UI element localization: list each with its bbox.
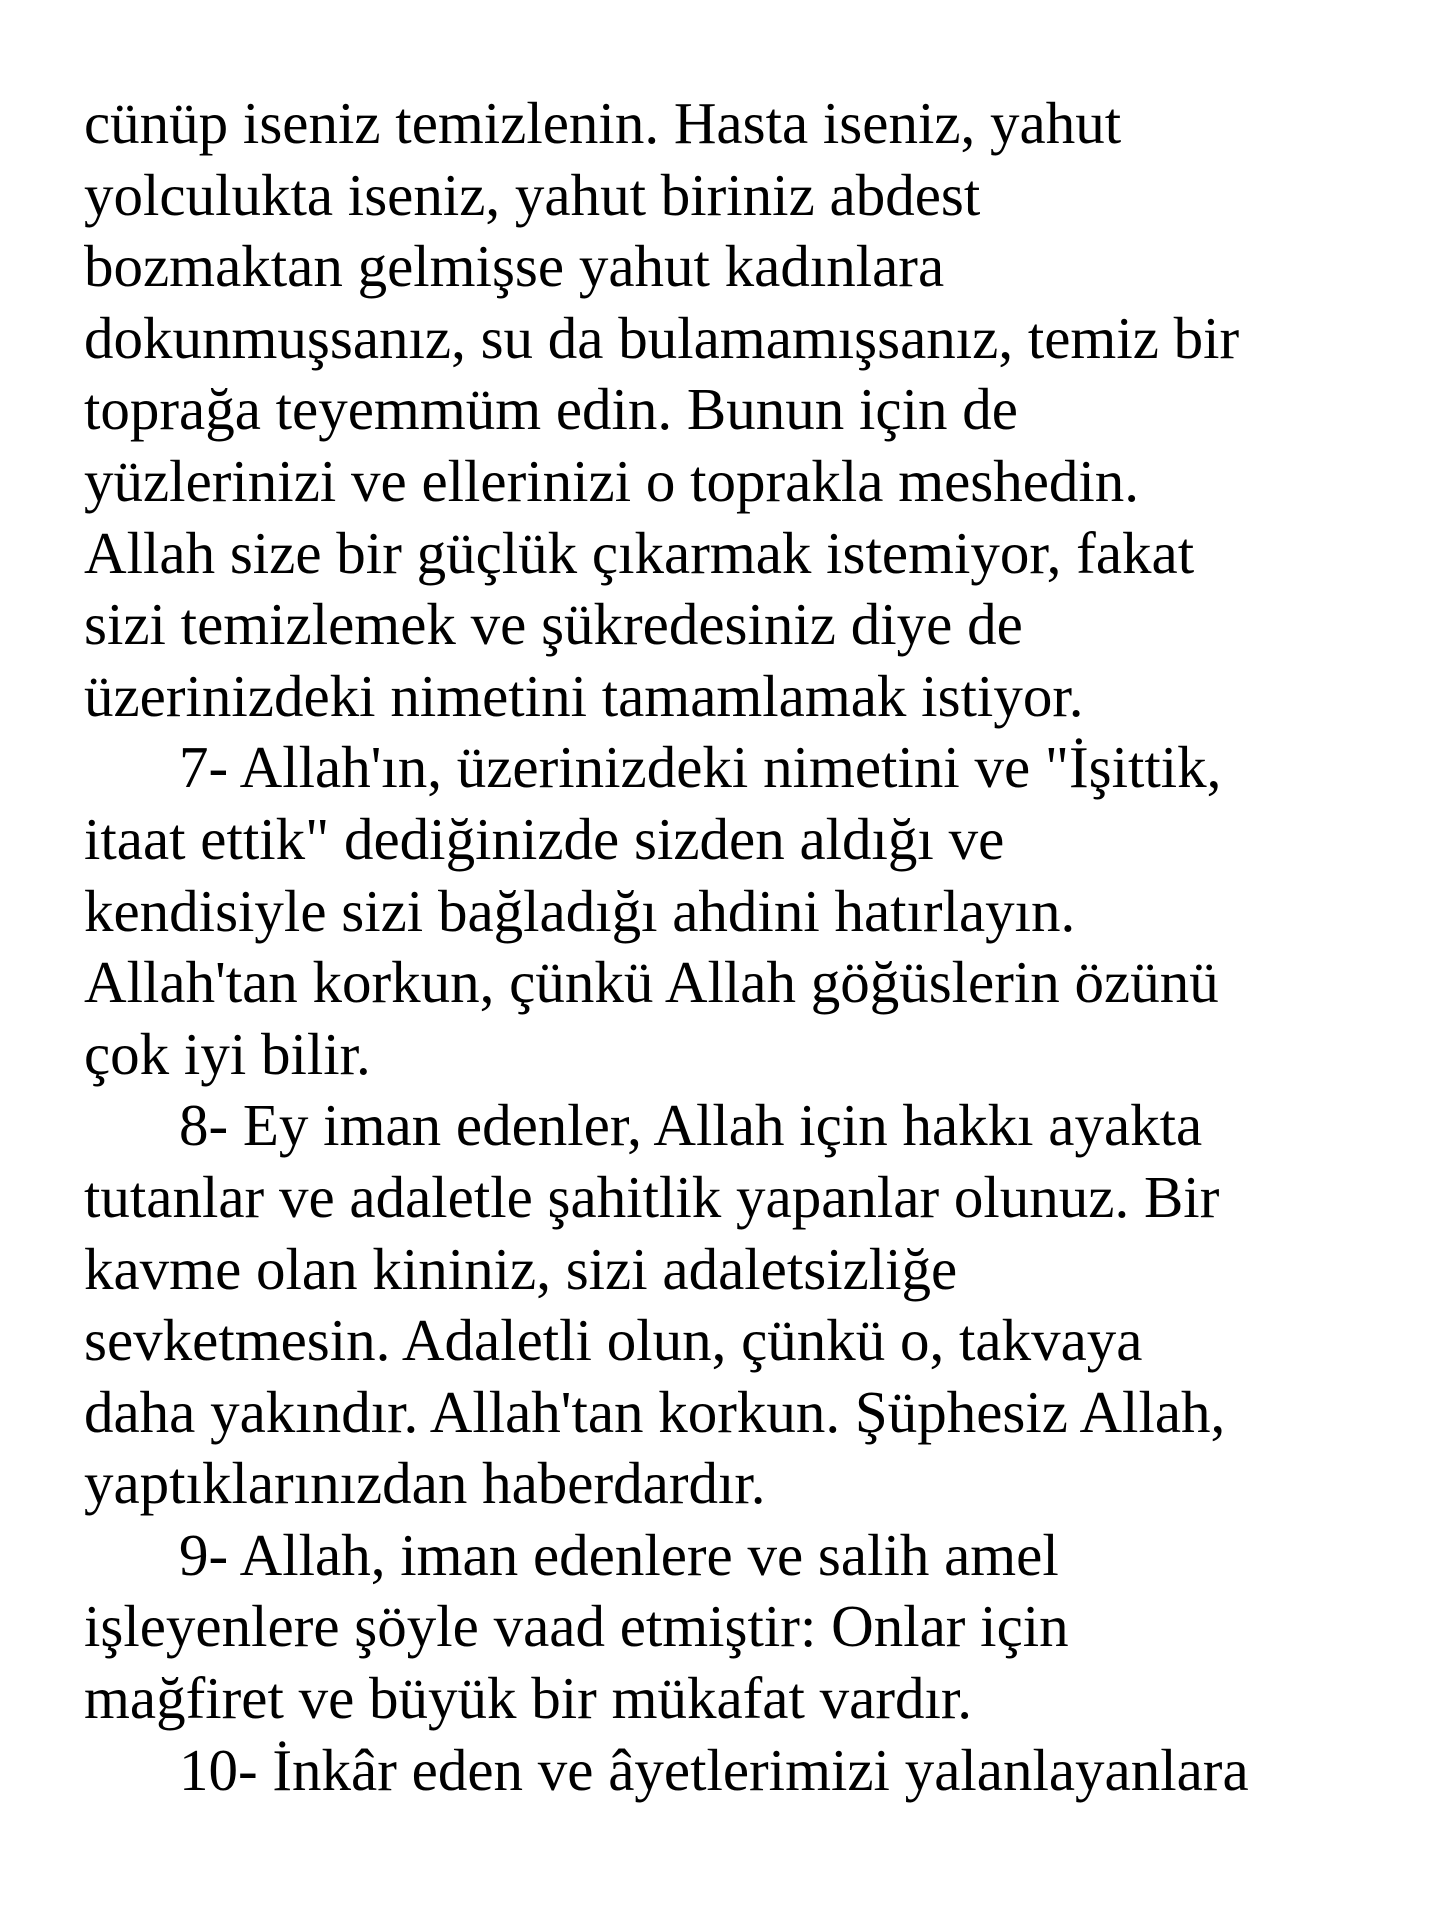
verse-start-line: 8- Ey iman edenler, Allah için hakkı ayakta <box>179 1092 1203 1159</box>
text-line: mağfiret ve büyük bir mükafat vardır. <box>84 1665 972 1732</box>
text-line: üzerinizdeki nimetini tamamlamak istiyor. <box>84 662 1084 729</box>
text-line: yolculukta iseniz, yahut biriniz abdest <box>84 161 981 228</box>
paragraph-verse-7 <box>84 732 1400 1090</box>
text-line: cünüp iseniz temizlenin. Hasta iseniz, yahut <box>84 90 1122 156</box>
text-line: dokunmuşsanız, su da bulamamışsanız, temiz bir <box>84 304 1240 371</box>
text-line: yüzlerinizi ve ellerinizi o toprakla meshedin. <box>84 447 1140 514</box>
paragraph-verse-9 <box>84 1520 1400 1735</box>
paragraph-verse-8 <box>84 1090 1400 1520</box>
text-line: Allah size bir güçlük çıkarmak istemiyor, fakat <box>84 519 1195 586</box>
text-line: kavme olan kininiz, sizi adaletsizliğe <box>84 1235 958 1302</box>
text-line: bozmaktan gelmişse yahut kadınlara <box>84 233 945 300</box>
paragraph-verse-6-continuation <box>84 88 1400 732</box>
text-line: Allah'tan korkun, çünkü Allah göğüslerin özünü <box>84 949 1219 1016</box>
verse-start-line: 7- Allah'ın, üzerinizdeki nimetini ve "İşittik, <box>179 734 1222 801</box>
verse-start-line: 10- İnkâr eden ve âyetlerimizi yalanlayanlara <box>179 1736 1249 1803</box>
text-line: işleyenlere şöyle vaad etmiştir: Onlar için <box>84 1593 1069 1660</box>
paragraph-verse-10 <box>84 1735 1400 1807</box>
text-line: tutanlar ve adaletle şahitlik yapanlar olunuz. Bir <box>84 1163 1220 1230</box>
text-line: çok iyi bilir. <box>84 1020 371 1087</box>
text-line: itaat ettik" dediğinizde sizden aldığı ve <box>84 805 1005 872</box>
text-line: daha yakındır. Allah'tan korkun. Şüphesiz Allah, <box>84 1378 1226 1445</box>
text-line: kendisiyle sizi bağladığı ahdini hatırlayın. <box>84 877 1076 944</box>
text-line: yaptıklarınızdan haberdardır. <box>84 1450 766 1517</box>
text-line: toprağa teyemmüm edin. Bunun için de <box>84 376 1018 443</box>
text-line: sizi temizlemek ve şükredesiniz diye de <box>84 591 1023 658</box>
text-line: sevketmesin. Adaletli olun, çünkü o, takvaya <box>84 1307 1143 1374</box>
verse-start-line: 9- Allah, iman edenlere ve salih amel <box>179 1521 1059 1588</box>
